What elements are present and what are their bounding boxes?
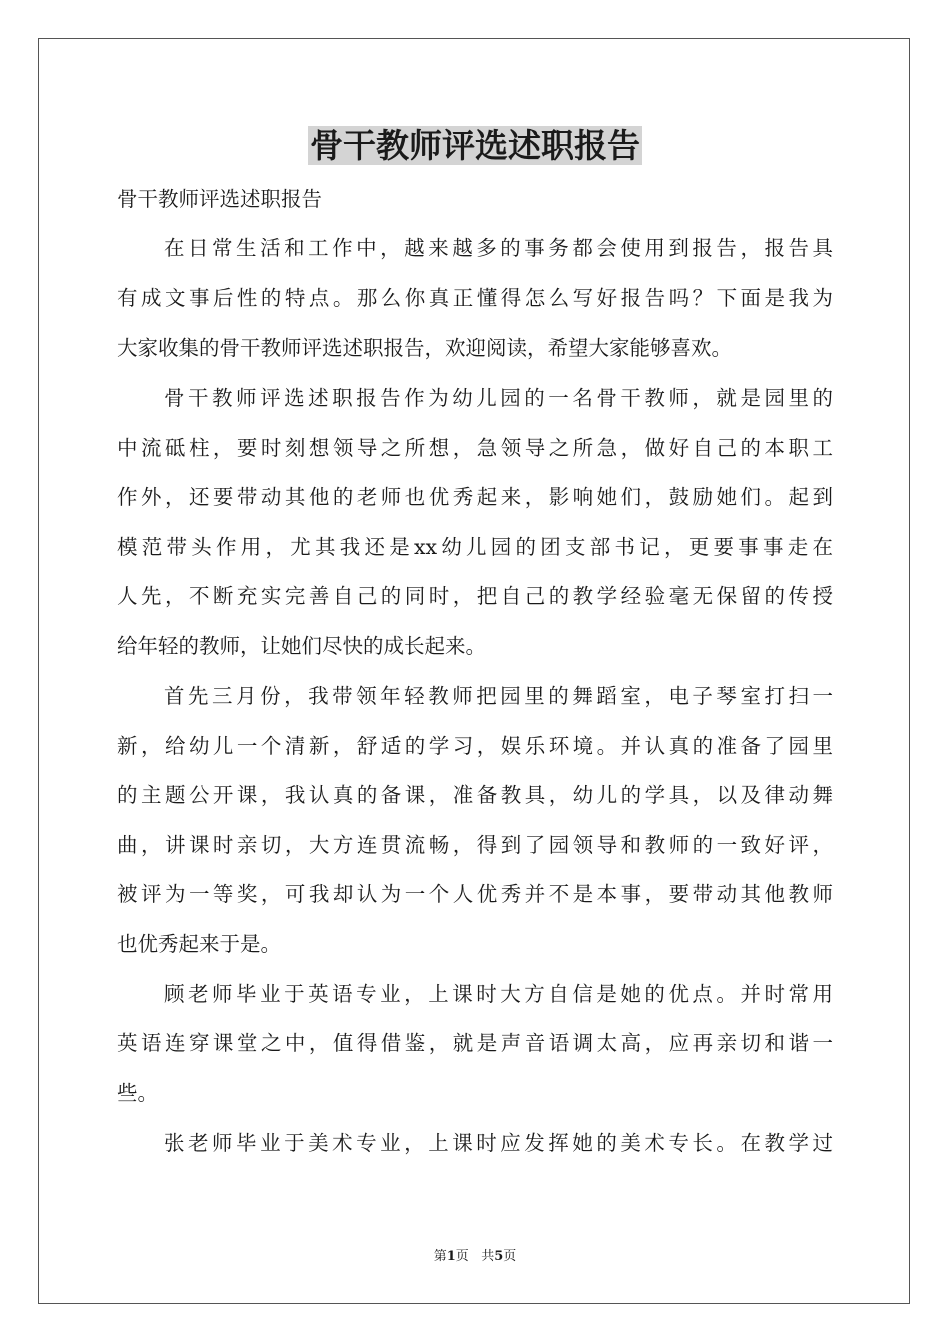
page-suffix: 页: [455, 1249, 469, 1264]
paragraph-4-line-1: 顾老师毕业于英语专业，上课时大方自信是她的优点。并时常用: [164, 982, 833, 1006]
paragraph-3-line-4: 曲，讲课时亲切，大方连贯流畅，得到了园领导和教师的一致好评，: [117, 833, 833, 857]
paragraph-2-line-5: 人先，不断充实完善自己的同时，把自己的教学经验毫无保留的传授: [117, 584, 833, 608]
paragraph-2-line-6: 给年轻的教师，让她们尽快的成长起来。: [117, 634, 486, 658]
total-prefix: 共: [481, 1249, 495, 1264]
paragraph-2-line-3: 作外，还要带动其他的老师也优秀起来，影响她们，鼓励她们。起到: [117, 485, 833, 509]
paragraph-3-line-6: 也优秀起来于是。: [117, 932, 281, 956]
total-pages: 5: [494, 1249, 504, 1264]
paragraph-4-line-3: 些。: [117, 1081, 158, 1105]
page-number: 1: [446, 1249, 456, 1264]
paragraph-2-line-1: 骨干教师评选述职报告作为幼儿园的一名骨干教师，就是园里的: [164, 386, 833, 410]
paragraph-2-line-2: 中流砥柱，要时刻想领导之所想，急领导之所急，做好自己的本职工: [117, 436, 833, 460]
paragraph-1-line-3: 大家收集的骨干教师评选述职报告，欢迎阅读，希望大家能够喜欢。: [117, 336, 732, 360]
paragraph-1-line-1: 在日常生活和工作中，越来越多的事务都会使用到报告，报告具: [164, 236, 833, 260]
document-title: 骨干教师评选述职报告: [310, 126, 640, 165]
paragraph-4-line-2: 英语连穿课堂之中，值得借鉴，就是声音语调太高，应再亲切和谐一: [117, 1031, 833, 1055]
paragraph-3-line-2: 新，给幼儿一个清新，舒适的学习，娱乐环境。并认真的准备了园里: [117, 734, 833, 758]
page-footer: [0, 1248, 950, 1266]
page-border: [38, 38, 910, 1304]
paragraph-3-line-1: 首先三月份，我带领年轻教师把园里的舞蹈室，电子琴室打扫一: [164, 684, 833, 708]
paragraph-1-line-2: 有成文事后性的特点。那么你真正懂得怎么写好报告吗？下面是我为: [117, 286, 833, 310]
paragraph-2-line-4: 模范带头作用，尤其我还是xx幼儿园的团支部书记，更要事事走在: [117, 535, 833, 559]
document-subtitle: 骨干教师评选述职报告: [117, 187, 322, 211]
paragraph-3-line-3: 的主题公开课，我认真的备课，准备教具，幼儿的学具，以及律动舞: [117, 783, 833, 807]
page-prefix: 第: [433, 1249, 447, 1264]
paragraph-3-line-5: 被评为一等奖，可我却认为一个人优秀并不是本事，要带动其他教师: [117, 882, 833, 906]
total-suffix: 页: [503, 1249, 517, 1264]
paragraph-5-line-1: 张老师毕业于美术专业，上课时应发挥她的美术专长。在教学过: [164, 1131, 833, 1155]
